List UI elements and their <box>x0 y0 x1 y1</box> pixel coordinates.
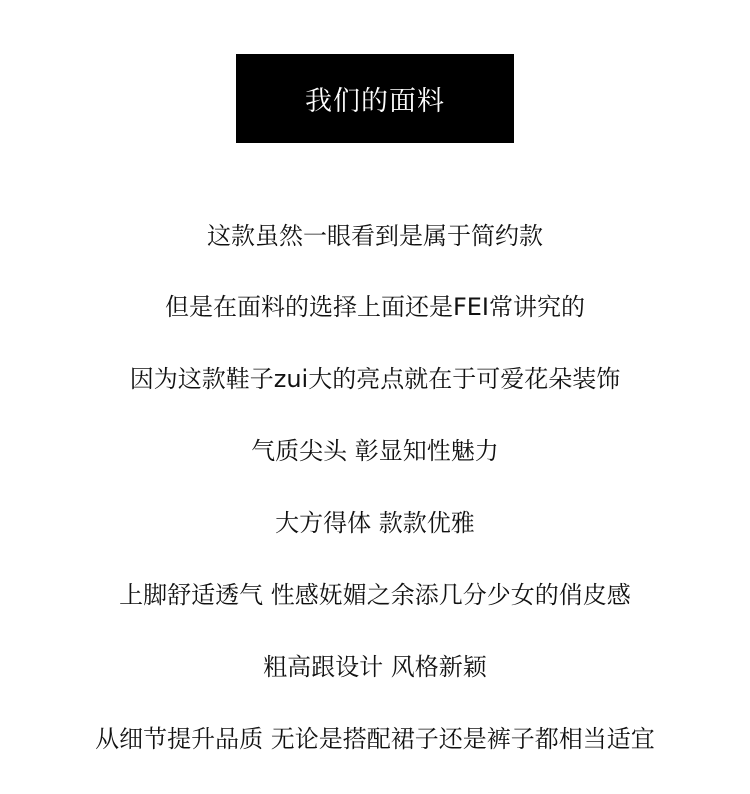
description-line: 粗高跟设计 风格新颖 <box>263 653 487 681</box>
description-line: 大方得体 款款优雅 <box>275 509 475 537</box>
description-line: 从细节提升品质 无论是搭配裙子还是裤子都相当适宜 <box>95 725 655 753</box>
section-title-banner <box>236 54 514 143</box>
section-title: 我们的面料 <box>305 86 445 117</box>
description-line: 气质尖头 彰显知性魅力 <box>251 437 499 465</box>
description-line: 因为这款鞋子zui大的亮点就在于可爱花朵装饰 <box>129 365 621 393</box>
description-line: 但是在面料的选择上面还是FEI常讲究的 <box>164 293 586 321</box>
description-line: 这款虽然一眼看到是属于简约款 <box>207 222 543 250</box>
description-line: 上脚舒适透气 性感妩媚之余添几分少女的俏皮感 <box>119 581 631 609</box>
